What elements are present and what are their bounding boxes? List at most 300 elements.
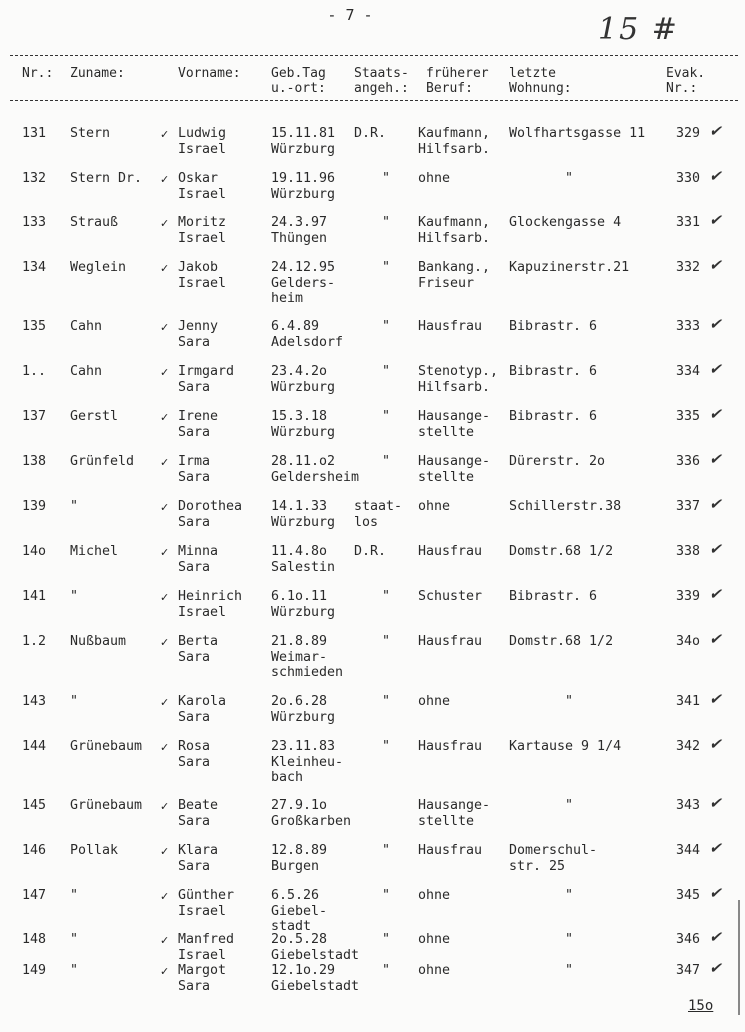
- occupation: [418, 409, 490, 440]
- citizenship-line: ": [382, 260, 391, 275]
- row-number: 132: [22, 171, 47, 186]
- last-address: [509, 409, 597, 425]
- citizenship-line: ": [382, 888, 391, 903]
- occupation-line: Hausfrau: [418, 319, 483, 334]
- last-address: [509, 364, 597, 380]
- checkmark-icon: ✓: [160, 934, 170, 947]
- citizenship: [382, 215, 390, 231]
- citizenship-line: ": [382, 739, 391, 754]
- citizenship-line: ": [382, 454, 391, 469]
- surname: Grünebaum: [70, 739, 143, 754]
- last-address-line: Bibrastr. 6: [509, 364, 598, 379]
- row-number: 149: [22, 963, 47, 978]
- surname: ": [70, 932, 79, 947]
- citizenship-line: ": [382, 843, 391, 858]
- last-address-line: Dürerstr. 2o: [509, 454, 606, 469]
- header-beruf-1: früherer: [426, 66, 489, 81]
- occupation: [418, 454, 490, 485]
- occupation: [418, 932, 450, 948]
- header-rule-bottom: [10, 100, 738, 101]
- first-name-line: Irene: [178, 409, 219, 424]
- birth-date-place-line: Salestin: [271, 559, 336, 575]
- header-beruf-2: Beruf:: [426, 81, 473, 96]
- evacuation-number: 337: [676, 499, 701, 514]
- surname: Pollak: [70, 843, 119, 858]
- last-address: [509, 634, 613, 650]
- occupation-line: Hausfrau: [418, 544, 483, 559]
- checkmark-icon: ✓: [160, 890, 170, 903]
- last-address-line: Schillerstr.38: [509, 499, 622, 514]
- first-name: [162, 215, 226, 246]
- evacuation-number: 330: [676, 171, 701, 186]
- birth-date-place-line: Würzburg: [271, 141, 336, 157]
- birth-date-place-line: Giebelstadt: [271, 978, 360, 994]
- birth-date-place-line: 12.1o.29: [271, 963, 336, 978]
- citizenship-line: los: [354, 514, 379, 530]
- citizenship: [382, 634, 390, 650]
- first-name: [162, 888, 234, 919]
- row-number: 147: [22, 888, 47, 903]
- last-address: [565, 171, 573, 187]
- evacuation-number: 329: [676, 126, 701, 141]
- occupation-line: Kaufmann,: [418, 126, 491, 141]
- last-address: [509, 260, 629, 276]
- birth-date-place: [271, 739, 343, 786]
- birth-date-place-line: Würzburg: [271, 379, 336, 395]
- birth-date-place-line: Burgen: [271, 858, 320, 874]
- birth-date-place-line: heim: [271, 291, 304, 306]
- occupation-line: stellte: [418, 469, 475, 485]
- last-address-line: Kartause 9 1/4: [509, 739, 622, 754]
- citizenship-line: ": [382, 963, 391, 978]
- citizenship: [382, 171, 390, 187]
- evacuation-number: 345: [676, 888, 701, 903]
- surname: Grünebaum: [70, 798, 143, 813]
- evacuation-number: 335: [676, 409, 701, 424]
- citizenship-line: ": [382, 932, 391, 947]
- checkmark-icon: ✓: [160, 456, 170, 469]
- last-address-line: Domstr.68 1/2: [509, 544, 614, 559]
- handwritten-tick-icon: ✔: [709, 959, 722, 977]
- header-staats-1: Staats-: [354, 66, 409, 81]
- last-address-line: Bibrastr. 6: [509, 319, 598, 334]
- citizenship-line: ": [382, 634, 391, 649]
- first-name-line: Jenny: [178, 319, 219, 334]
- surname: Michel: [70, 544, 119, 559]
- occupation: [418, 634, 482, 650]
- checkmark-icon: ✓: [160, 591, 170, 604]
- surname: ": [70, 694, 79, 709]
- header-geb-2: u.-ort:: [271, 81, 326, 96]
- occupation-line: Friseur: [418, 275, 475, 291]
- birth-date-place-line: 24.12.95: [271, 260, 336, 275]
- row-number: 134: [22, 260, 47, 275]
- occupation-line: Hilfsarb.: [418, 141, 491, 157]
- last-address: [509, 544, 613, 560]
- first-name-line: Israel: [178, 230, 227, 246]
- header-wohnung-1: letzte: [509, 66, 556, 81]
- birth-date-place-line: 24.3.97: [271, 215, 328, 230]
- row-number: 139: [22, 499, 47, 514]
- first-name-line: Margot: [178, 963, 227, 978]
- birth-date-place-line: 19.11.96: [271, 171, 336, 186]
- first-name-line: Berta: [178, 634, 219, 649]
- occupation: [418, 963, 450, 979]
- citizenship-line: D.R.: [354, 126, 387, 141]
- footer-number: 15o: [688, 998, 714, 1014]
- occupation-line: ohne: [418, 963, 451, 978]
- occupation: [418, 544, 482, 560]
- citizenship: [382, 843, 390, 859]
- birth-date-place-line: Großkarben: [271, 813, 352, 829]
- citizenship: [382, 694, 390, 710]
- citizenship: [382, 888, 390, 904]
- surname: ": [70, 499, 79, 514]
- occupation: [418, 171, 450, 187]
- birth-date-place-line: 2o.6.28: [271, 694, 328, 709]
- first-name-line: Israel: [178, 903, 227, 919]
- last-address: [565, 932, 573, 948]
- row-number: 137: [22, 409, 47, 424]
- last-address-line: ": [565, 171, 574, 186]
- last-address: [509, 499, 621, 515]
- handwritten-tick-icon: ✔: [709, 839, 722, 857]
- evacuation-number: 344: [676, 843, 701, 858]
- birth-date-place-line: bach: [271, 770, 304, 785]
- occupation-line: ohne: [418, 888, 451, 903]
- evacuation-number: 336: [676, 454, 701, 469]
- first-name-line: Klara: [178, 843, 219, 858]
- citizenship: [382, 364, 390, 380]
- first-name-line: Heinrich: [178, 589, 243, 604]
- birth-date-place: [271, 589, 335, 620]
- citizenship: [382, 589, 390, 605]
- occupation-line: Hausfrau: [418, 634, 483, 649]
- last-address: [509, 843, 597, 874]
- occupation: [418, 499, 450, 515]
- evacuation-number: 341: [676, 694, 701, 709]
- first-name-line: Israel: [178, 186, 227, 202]
- first-name-line: Dorothea: [178, 499, 243, 514]
- occupation-line: ohne: [418, 932, 451, 947]
- surname: ": [70, 963, 79, 978]
- first-name-line: Rosa: [178, 739, 211, 754]
- first-name-line: Moritz: [178, 215, 227, 230]
- occupation-line: Hilfsarb.: [418, 379, 491, 395]
- first-name: [162, 544, 218, 575]
- checkmark-icon: ✓: [160, 366, 170, 379]
- birth-date-place-line: 23.4.2o: [271, 364, 328, 379]
- first-name-line: Sara: [178, 469, 211, 485]
- birth-date-place: [271, 499, 335, 530]
- last-address: [509, 739, 621, 755]
- citizenship: [382, 963, 390, 979]
- first-name-line: Günther: [178, 888, 235, 903]
- birth-date-place: [271, 319, 343, 350]
- row-number: 145: [22, 798, 47, 813]
- birth-date-place-line: Würzburg: [271, 186, 336, 202]
- row-number: 1.2: [22, 634, 47, 649]
- last-address-line: Bibrastr. 6: [509, 409, 598, 424]
- first-name-line: Sara: [178, 334, 211, 350]
- birth-date-place: [271, 888, 327, 935]
- page-number: - 7 -: [327, 6, 373, 24]
- evacuation-number: 339: [676, 589, 701, 604]
- evacuation-number: 347: [676, 963, 701, 978]
- last-address-line: ": [565, 694, 574, 709]
- citizenship: [354, 499, 402, 530]
- birth-date-place-line: schmieden: [271, 665, 344, 680]
- birth-date-place: [271, 963, 359, 994]
- checkmark-icon: ✓: [160, 800, 170, 813]
- birth-date-place: [271, 634, 343, 681]
- row-number: 131: [22, 126, 47, 141]
- last-address-line: ": [565, 932, 574, 947]
- citizenship: [382, 454, 390, 470]
- birth-date-place-line: 2o.5.28: [271, 932, 328, 947]
- header-vorname: Vorname:: [178, 66, 241, 81]
- occupation-line: ohne: [418, 694, 451, 709]
- occupation-line: Hausfrau: [418, 739, 483, 754]
- row-number: 143: [22, 694, 47, 709]
- row-number: 144: [22, 739, 47, 754]
- birth-date-place-line: 23.11.83: [271, 739, 336, 754]
- row-number: 141: [22, 589, 47, 604]
- last-address-line: Wolfhartsgasse 11: [509, 126, 646, 141]
- birth-date-place: [271, 215, 327, 246]
- handwritten-tick-icon: ✔: [709, 122, 722, 140]
- evacuation-number: 34o: [676, 634, 701, 649]
- first-name-line: Israel: [178, 141, 227, 157]
- evacuation-number: 343: [676, 798, 701, 813]
- last-address: [509, 589, 597, 605]
- first-name-line: Irma: [178, 454, 211, 469]
- last-address-line: ": [565, 888, 574, 903]
- first-name-line: Irmgard: [178, 364, 235, 379]
- birth-date-place: [271, 694, 335, 725]
- birth-date-place-line: 15.11.81: [271, 126, 336, 141]
- last-address: [509, 454, 605, 470]
- handwritten-tick-icon: ✔: [709, 585, 722, 603]
- last-address-line: ": [565, 963, 574, 978]
- birth-date-place-line: 27.9.1o: [271, 798, 328, 813]
- birth-date-place-line: Würzburg: [271, 514, 336, 530]
- row-number: 1..: [22, 364, 47, 379]
- evacuation-number: 331: [676, 215, 701, 230]
- birth-date-place-line: Geldersheim: [271, 469, 360, 485]
- citizenship: [382, 932, 390, 948]
- birth-date-place-line: Würzburg: [271, 604, 336, 620]
- handwritten-tick-icon: ✔: [709, 360, 722, 378]
- handwritten-tick-icon: ✔: [709, 540, 722, 558]
- handwritten-tick-icon: ✔: [709, 495, 722, 513]
- occupation: [418, 364, 498, 395]
- first-name: [162, 963, 226, 994]
- last-address: [565, 888, 573, 904]
- surname: ": [70, 589, 79, 604]
- occupation: [418, 888, 450, 904]
- first-name-line: Sara: [178, 424, 211, 440]
- checkmark-icon: ✓: [160, 845, 170, 858]
- surname: Stern: [70, 126, 111, 141]
- first-name: [162, 409, 218, 440]
- citizenship-line: ": [382, 409, 391, 424]
- first-name-line: Sara: [178, 858, 211, 874]
- surname: Gerstl: [70, 409, 119, 424]
- occupation-line: Stenotyp.,: [418, 364, 499, 379]
- surname: Nußbaum: [70, 634, 127, 649]
- occupation-line: Hilfsarb.: [418, 230, 491, 246]
- first-name-line: Sara: [178, 649, 211, 665]
- birth-date-place: [271, 544, 335, 575]
- occupation-line: Hausange-: [418, 798, 491, 813]
- occupation: [418, 694, 450, 710]
- first-name-line: Israel: [178, 604, 227, 620]
- first-name: [162, 260, 226, 291]
- birth-date-place-line: 6.4.89: [271, 319, 320, 334]
- handwritten-tick-icon: ✔: [709, 928, 722, 946]
- first-name-line: Beate: [178, 798, 219, 813]
- surname: ": [70, 888, 79, 903]
- handwritten-tick-icon: ✔: [709, 450, 722, 468]
- birth-date-place: [271, 409, 335, 440]
- birth-date-place-line: 12.8.89: [271, 843, 328, 858]
- header-wohnung-2: Wohnung:: [509, 81, 572, 96]
- occupation: [418, 843, 482, 859]
- checkmark-icon: ✓: [160, 636, 170, 649]
- row-number: 14o: [22, 544, 47, 559]
- handwritten-tick-icon: ✔: [709, 794, 722, 812]
- citizenship: [382, 739, 390, 755]
- birth-date-place: [271, 932, 359, 963]
- birth-date-place: [271, 364, 335, 395]
- row-number: 138: [22, 454, 47, 469]
- birth-date-place: [271, 260, 335, 307]
- last-address-line: Bibrastr. 6: [509, 589, 598, 604]
- citizenship: [354, 544, 386, 560]
- row-number: 135: [22, 319, 47, 334]
- occupation-line: Bankang.,: [418, 260, 491, 275]
- first-name-line: Oskar: [178, 171, 219, 186]
- first-name-line: Sara: [178, 709, 211, 725]
- citizenship-line: ": [382, 171, 391, 186]
- row-number: 146: [22, 843, 47, 858]
- handwritten-tick-icon: ✔: [709, 884, 722, 902]
- last-address: [509, 215, 621, 231]
- first-name-line: Karola: [178, 694, 227, 709]
- citizenship-line: ": [382, 694, 391, 709]
- first-name-line: Sara: [178, 514, 211, 530]
- last-address: [565, 963, 573, 979]
- first-name: [162, 126, 226, 157]
- birth-date-place-line: 11.4.8o: [271, 544, 328, 559]
- first-name: [162, 171, 226, 202]
- checkmark-icon: ✓: [160, 501, 170, 514]
- first-name-line: Sara: [178, 379, 211, 395]
- handwritten-tick-icon: ✔: [709, 405, 722, 423]
- occupation-line: ohne: [418, 499, 451, 514]
- first-name: [162, 499, 242, 530]
- last-address: [565, 798, 573, 814]
- citizenship: [382, 260, 390, 276]
- first-name-line: Manfred: [178, 932, 235, 947]
- citizenship-line: ": [382, 215, 391, 230]
- handwritten-tick-icon: ✔: [709, 167, 722, 185]
- birth-date-place-line: 21.8.89: [271, 634, 328, 649]
- occupation-line: ohne: [418, 171, 451, 186]
- citizenship-line: ": [382, 364, 391, 379]
- birth-date-place-line: Kleinheu-: [271, 754, 344, 770]
- occupation: [418, 319, 482, 335]
- handwritten-tick-icon: ✔: [709, 735, 722, 753]
- evacuation-number: 333: [676, 319, 701, 334]
- occupation-line: Schuster: [418, 589, 483, 604]
- surname: Stern Dr.: [70, 171, 143, 186]
- header-zuname: Zuname:: [70, 66, 125, 81]
- checkmark-icon: ✓: [160, 696, 170, 709]
- first-name: [162, 798, 218, 829]
- last-address: [509, 126, 645, 142]
- first-name-line: Sara: [178, 978, 211, 994]
- first-name-line: Israel: [178, 275, 227, 291]
- header-evak-1: Evak.: [666, 66, 706, 81]
- birth-date-place-line: Adelsdorf: [271, 334, 344, 350]
- header-nr: Nr.:: [22, 66, 54, 81]
- birth-date-place-line: 28.11.o2: [271, 454, 336, 469]
- birth-date-place-line: Gelders-: [271, 275, 336, 291]
- citizenship-line: staat-: [354, 499, 403, 514]
- birth-date-place-line: Giebel-: [271, 903, 328, 919]
- citizenship-line: ": [382, 589, 391, 604]
- last-address-line: ": [565, 798, 574, 813]
- checkmark-icon: ✓: [160, 411, 170, 424]
- evacuation-number: 338: [676, 544, 701, 559]
- evacuation-number: 346: [676, 932, 701, 947]
- last-address-line: Domstr.68 1/2: [509, 634, 614, 649]
- handwritten-tick-icon: ✔: [709, 256, 722, 274]
- birth-date-place: [271, 454, 359, 485]
- birth-date-place-line: 6.1o.11: [271, 589, 328, 604]
- handwritten-tick-icon: ✔: [709, 211, 722, 229]
- first-name: [162, 364, 234, 395]
- handwritten-tick-icon: ✔: [709, 690, 722, 708]
- first-name: [162, 319, 218, 350]
- checkmark-icon: ✓: [160, 741, 170, 754]
- last-address-line: Kapuzinerstr.21: [509, 260, 630, 275]
- evacuation-number: 334: [676, 364, 701, 379]
- birth-date-place-line: Giebelstadt: [271, 947, 360, 963]
- header-staats-2: angeh.:: [354, 81, 409, 96]
- birth-date-place-line: Thüngen: [271, 230, 328, 246]
- last-address: [565, 694, 573, 710]
- birth-date-place-line: Würzburg: [271, 709, 336, 725]
- occupation-line: Hausfrau: [418, 843, 483, 858]
- first-name: [162, 843, 218, 874]
- checkmark-icon: ✓: [160, 217, 170, 230]
- citizenship-line: D.R.: [354, 544, 387, 559]
- birth-date-place-line: Würzburg: [271, 424, 336, 440]
- evacuation-number: 342: [676, 739, 701, 754]
- occupation: [418, 260, 490, 291]
- first-name-line: Sara: [178, 813, 211, 829]
- last-address-line: Domerschul-: [509, 843, 598, 858]
- first-name: [162, 694, 226, 725]
- first-name-line: Minna: [178, 544, 219, 559]
- handwritten-corner-mark: 15 #: [598, 12, 679, 47]
- first-name-line: Ludwig: [178, 126, 227, 141]
- occupation: [418, 798, 490, 829]
- first-name: [162, 739, 210, 770]
